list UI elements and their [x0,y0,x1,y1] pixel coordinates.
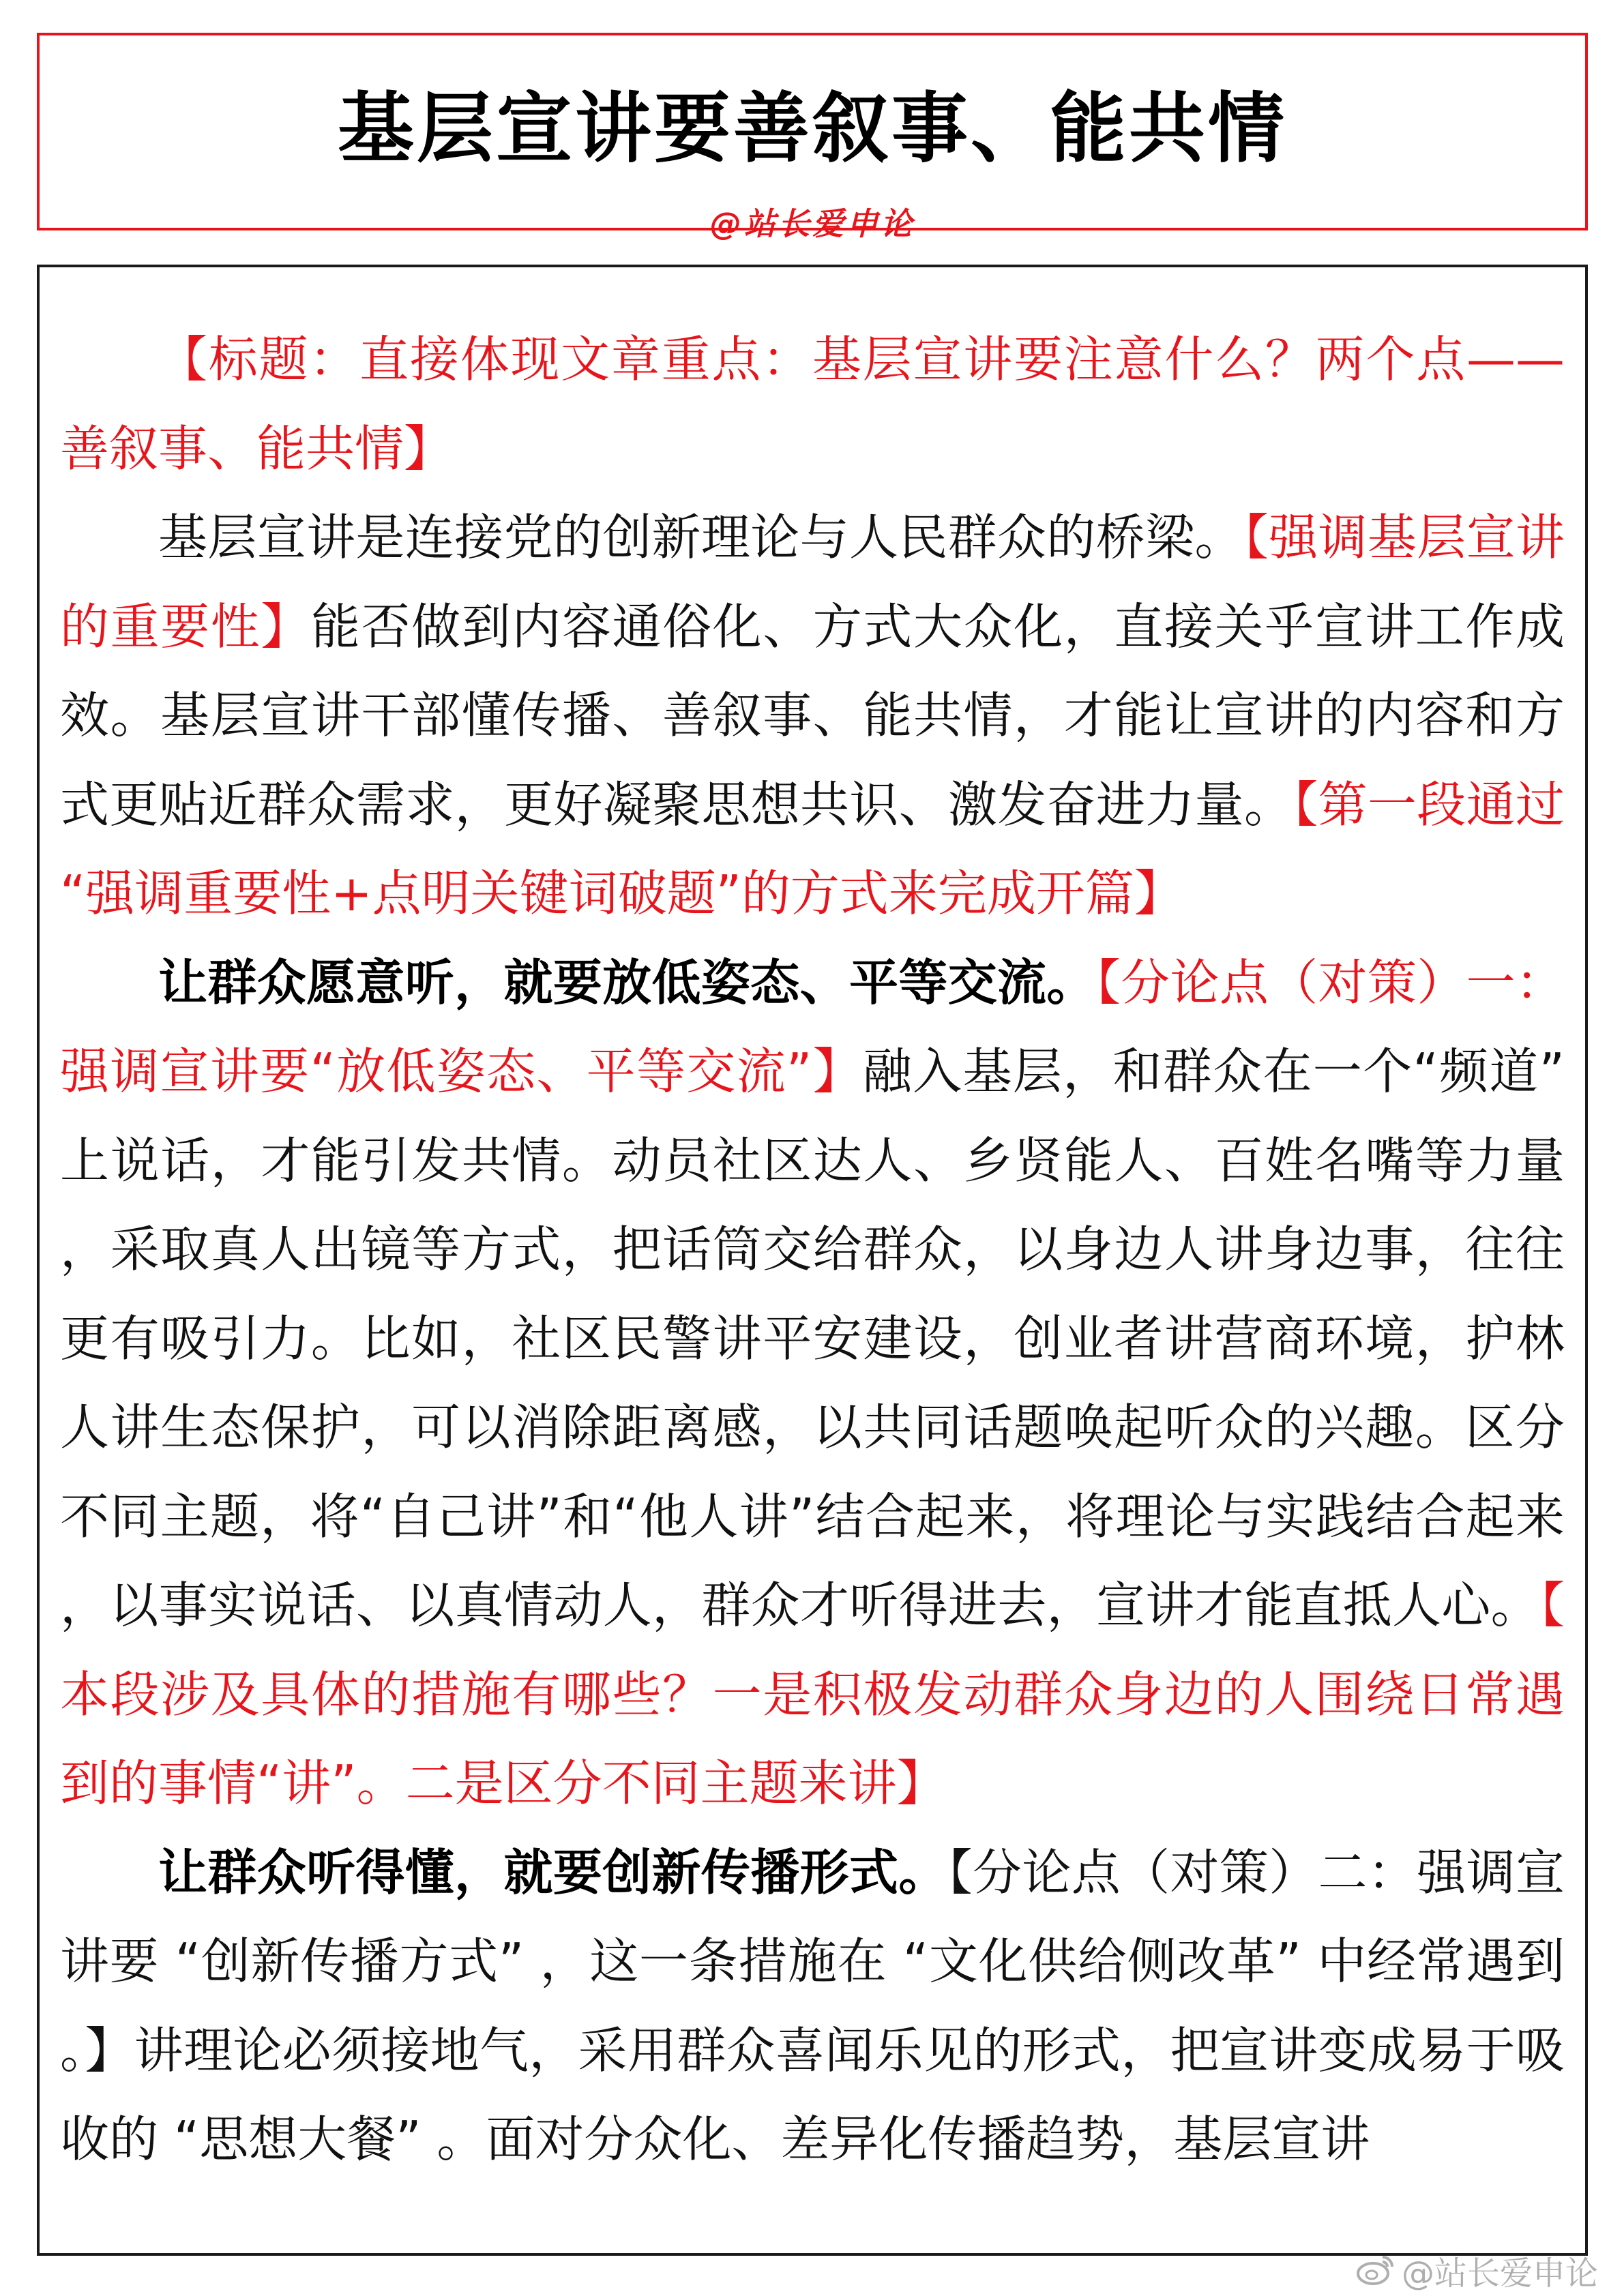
annotation-note: 【分论点（对策）一：强调宣讲要“放低姿态、平等交流”】 [60,953,1565,1100]
page-title: 基层宣讲要善叙事、能共情 [338,84,1287,173]
weibo-icon [1355,2253,1395,2287]
watermark [1355,2249,1598,2291]
paragraph-point-two [60,1828,1565,2184]
body-text: 基层宣讲是连接党的创新理论与人民群众的桥梁。 [158,509,1244,566]
author-handle: @站长爱申论 [710,205,915,242]
point-heading: 让群众听得懂，就要创新传播形式。 [158,1843,948,1901]
annotation-note: 【标题：直接体现文章重点：基层宣讲要注意什么？两个点——善叙事、能共情】 [60,331,1565,477]
annotation-note: 【第一段通过“强调重要性+点明关键词破题”的方式来完成开篇】 [60,775,1565,922]
watermark-text: @站长爱申论 [1401,2254,1598,2293]
content-box [37,265,1588,2256]
body-text: 能否做到内容通俗化、方式大众化，直接关乎宣讲工作成效。基层宣讲干部懂传播、善叙事、能共情，才能让宣讲的内容和方式更贴近群众需求，更好凝聚思想共识、激发奋进力量。 [60,597,1565,833]
title-box [37,33,1588,242]
article-body [60,315,1565,2184]
annotation-note: 【本段涉及具体的措施有哪些？一是积极发动群众身边的人围绕日常遇到的事情“讲”。二是区分不同主题来讲】 [60,1577,1565,1812]
body-text: 融入基层，和群众在一个“频道”上说话，才能引发共情。动员社区达人、乡贤能人、百姓名嘴等力量，采取真人出镜等方式，把话筒交给群众，以身边人讲身边事，往往更有吸引力。比如，社区民警讲平安建设，创业者讲营商环境，护林人讲生态保护，可以消除距离感，以共同话题唤起听众的兴趣。区分不同主题，将“自己讲”和“他人讲”结合起来，将理论与实践结合起来，以事实说话、以真情动人，群众才听得进去，宣讲才能直抵人心。 [60,1043,1565,1634]
paragraph-title-note [60,315,1565,493]
point-heading: 让群众愿意听，就要放低姿态、平等交流。 [158,953,1096,1011]
paragraph-intro [60,493,1565,938]
annotation-note: 【分论点（对策）二：强调宣讲要 “创新传播方式” ，这一条措施在 “文化供给侧改革” 中经常遇到。】 [60,1843,1565,2079]
paragraph-point-one [60,938,1565,1828]
annotation-note: 【强调基层宣讲的重要性】 [60,509,1565,655]
body-text: 讲理论必须接地气，采用群众喜闻乐见的形式，把宣讲变成易于吸收的 “思想大餐” 。面对分众化、差异化传播趋势，基层宣讲 [60,2021,1565,2168]
